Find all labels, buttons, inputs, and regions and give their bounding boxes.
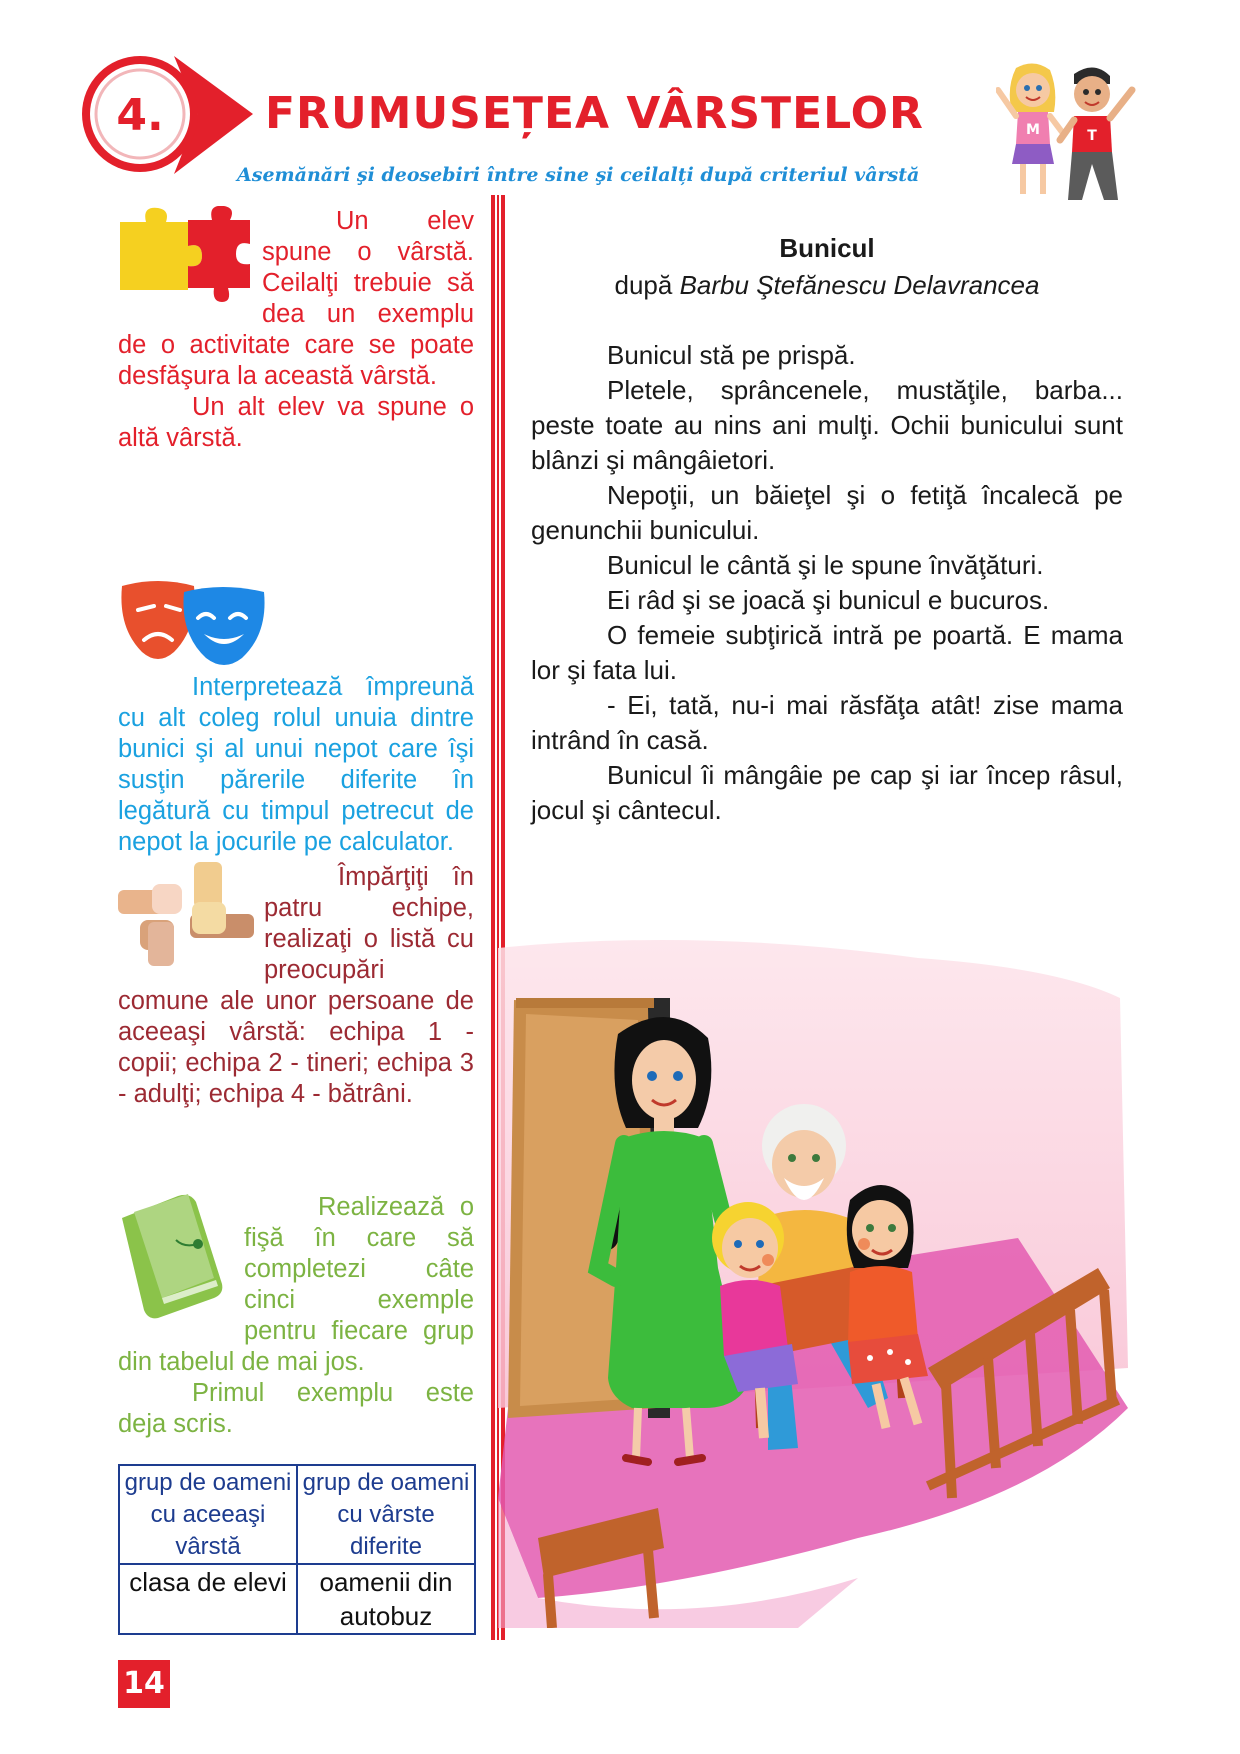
puzzle-icon xyxy=(118,206,252,304)
family-illustration xyxy=(498,938,1128,1628)
story xyxy=(531,228,1123,828)
kids-illustration xyxy=(996,60,1136,205)
chapter-number: 4. xyxy=(116,90,164,141)
chapter-badge xyxy=(78,52,253,180)
table-header-row xyxy=(119,1465,475,1564)
table-header-cell: grup de oameni cu vârste diferite xyxy=(297,1465,475,1564)
activity-text: Un alt elev va spune o altă vârstă. xyxy=(118,393,474,452)
activity-folder xyxy=(118,1192,474,1440)
story-paragraph: Pletele, sprâncenele, mustăţile, barba... peste toate au nins ani mulţi. Ochii bunicului sunt blânzi şi mângâietori. xyxy=(531,375,1123,475)
story-paragraph: Bunicul stă pe prispă. xyxy=(607,340,856,370)
activity-puzzle xyxy=(118,206,474,454)
teamwork-hands-icon xyxy=(118,862,254,966)
author-name: Barbu Ştefănescu Delavrancea xyxy=(679,270,1040,300)
group-table xyxy=(118,1464,476,1635)
activity-teamwork xyxy=(118,862,474,1110)
story-paragraph: O femeie subţirică intră pe poartă. E mama lor şi fata lui. xyxy=(531,620,1123,685)
boy-shirt-letter: T xyxy=(1087,128,1097,144)
activity-text: Împărţiţi în patru echipe, realizaţi o listă cu preocupări comune ale unor persoane de aceeaşi vârstă: echipa 1 - copii; echipa 2 - tineri; echipa 3 - adulţi; echipa 4 - bătrâni. xyxy=(118,863,474,1108)
activity-text: Interpretează împreună cu alt coleg rolul unuia dintre bunici şi al unui nepot care îşi susţin părerile diferite în legătură cu timpul petrecut de nepot la jocurile pe calculator. xyxy=(118,673,474,856)
story-paragraph: Bunicul le cântă şi le spune învăţături. xyxy=(607,550,1044,580)
activity-text: Realizează o fişă în care să completezi câte cinci exemple pentru fiecare grup din tabelul de mai jos. xyxy=(118,1193,474,1376)
table-cell: clasa de elevi xyxy=(119,1564,297,1634)
chapter-title: FRUMUSEȚEA VÂRSTELOR xyxy=(265,88,924,139)
folder-icon xyxy=(118,1192,234,1320)
activity-text: Un elev spune o vârstă. Ceilalţi trebuie să dea un exemplu de o activitate care se poate desfăşura la această vârstă. xyxy=(118,207,474,390)
story-author xyxy=(531,268,1123,303)
activity-masks xyxy=(118,578,474,858)
girl-shirt-letter: M xyxy=(1026,122,1040,138)
page-number: 14 xyxy=(118,1660,170,1708)
activity-text: Primul exemplu este deja scris. xyxy=(118,1379,474,1438)
table-cell: oamenii din autobuz xyxy=(297,1564,475,1634)
theater-masks-icon xyxy=(118,578,268,670)
story-paragraph: Ei râd şi se joacă şi bunicul e bucuros. xyxy=(607,585,1050,615)
table-header-cell: grup de oameni cu aceeaşi vârstă xyxy=(119,1465,297,1564)
story-paragraph: Nepoţii, un băieţel şi o fetiţă încalecă pe genunchii bunicului. xyxy=(531,480,1123,545)
chapter-subtitle: Asemănări şi deosebiri între sine şi ceilalți după criteriul vârstă xyxy=(237,164,920,186)
table-row xyxy=(119,1564,475,1634)
story-title: Bunicul xyxy=(779,233,875,263)
story-paragraph: Bunicul îi mângâie pe cap şi iar încep râsul, jocul şi cântecul. xyxy=(531,760,1123,825)
author-prefix: după xyxy=(614,270,673,300)
story-paragraph: - Ei, tată, nu-i mai răsfăţa atât! zise mama intrând în casă. xyxy=(531,690,1123,755)
